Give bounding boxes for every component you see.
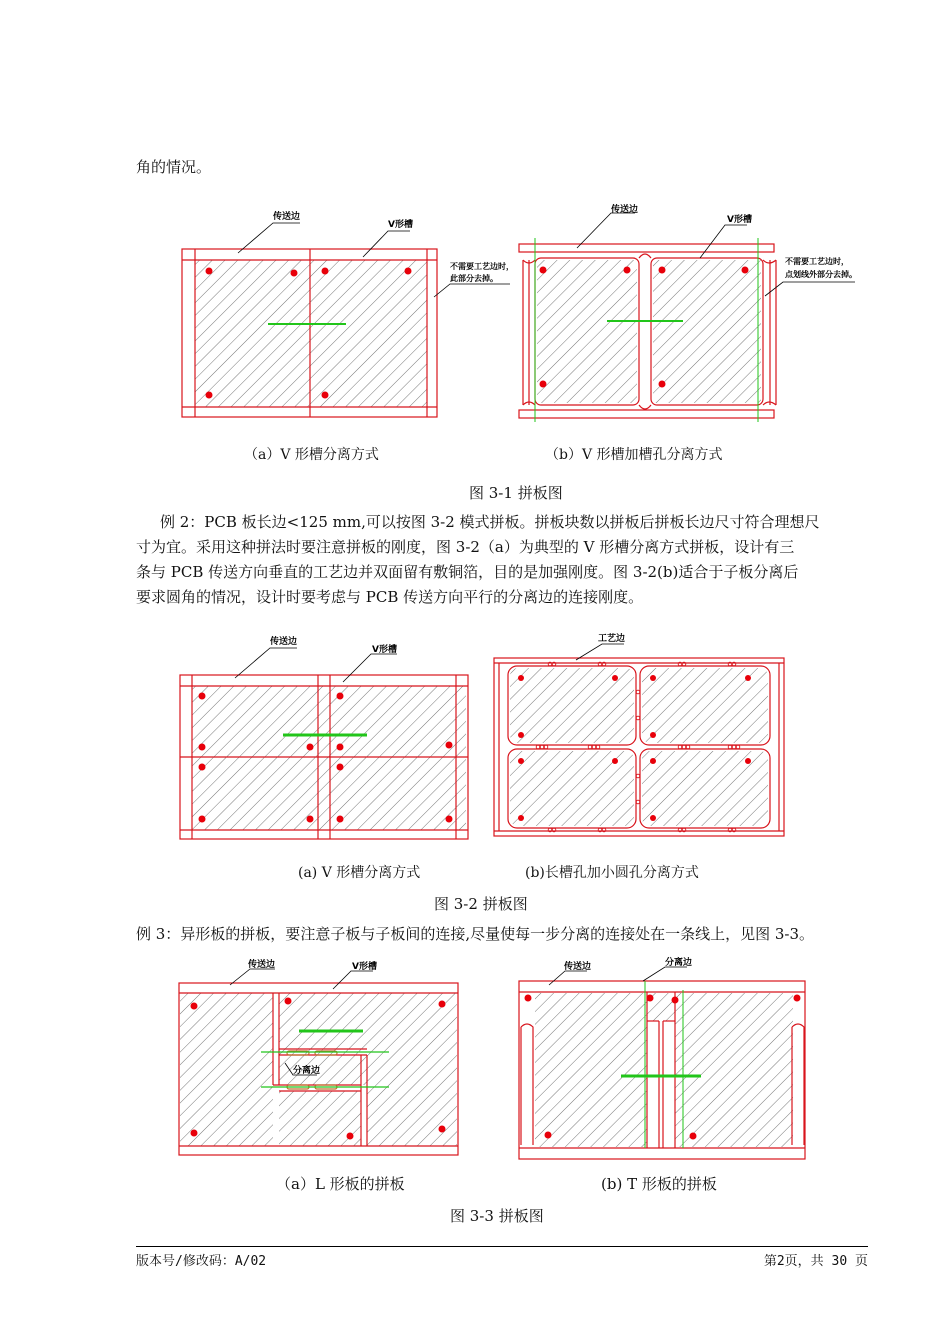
figure-3-2b (490, 630, 790, 845)
label-v-groove: V形槽 (388, 220, 413, 230)
example-2-paragraph: 例 2：PCB 板长边<125 mm,可以按图 3-2 模式拼板。拼板块数以拼板后拼板长边尺寸符合理想尺 寸为宜。采用这种拼法时要注意拼板的刚度，图 3-2（a）为典型的 V 形槽分离方式拼板，设计有三 条与 PCB 传送方向垂直的工艺边并双面留有敷铜箔，目的是加强刚度。图 3-2(b)适合于子板分离后 要求圆角的情况，设计时要考虑与 PCB 传送方向平行的分离边的连接刚度。 (136, 513, 820, 606)
caption-3-3a: （a）L 形板的拼板 (276, 1175, 405, 1193)
figure-title-3-1: 图 3-1 拼板图 (469, 484, 563, 502)
caption-3-2a: (a) V 形槽分离方式 (298, 865, 421, 881)
page-footer (136, 1246, 868, 1269)
label-separation-edge: 分离边 (293, 1066, 321, 1076)
label-v-groove: V形槽 (352, 962, 377, 972)
figure-3-1a (178, 205, 518, 430)
board-hatch (195, 260, 427, 407)
label-transfer-edge: 传送边 (270, 637, 298, 647)
figure-3-2a (175, 630, 475, 845)
label-process-edge: 工艺边 (598, 634, 626, 644)
figure-title-3-3: 图 3-3 拼板图 (450, 1207, 544, 1225)
note-line1: 不需要工艺边时， (785, 257, 849, 266)
label-transfer-edge: 传送边 (248, 960, 276, 970)
label-v-groove: V形槽 (727, 215, 752, 225)
label-v-groove: V形槽 (372, 645, 397, 655)
note-line1: 不需要工艺边时， (450, 262, 514, 271)
figure-title-3-2: 图 3-2 拼板图 (434, 895, 528, 913)
note-line2: 点划线外部分去掉。 (785, 270, 857, 279)
label-transfer-edge: 传送边 (273, 212, 301, 222)
example-3-paragraph: 例 3：异形板的拼板，要注意子板与子板间的连接,尽量使每一步分离的连接处在一条线上，见图 3-3。 (136, 925, 815, 943)
footer-page-number: 第2页，共 30 页 (763, 1254, 868, 1269)
caption-3-1b: （b）V 形槽加槽孔分离方式 (545, 447, 723, 463)
label-transfer-edge: 传送边 (564, 962, 592, 972)
label-separation-edge: 分离边 (665, 958, 693, 968)
figure-3-3b (515, 955, 810, 1165)
figure-3-3a (175, 955, 465, 1165)
label-transfer-edge: 传送边 (611, 205, 639, 215)
caption-3-1a: （a）V 形槽分离方式 (244, 447, 379, 463)
note-line2: 此部分去掉。 (450, 274, 498, 283)
footer-version: 版本号/修改码：A/02 (136, 1254, 267, 1269)
figure-3-1b (515, 200, 860, 430)
caption-3-2b: (b)长槽孔加小圆孔分离方式 (525, 865, 699, 881)
caption-3-3b: (b) T 形板的拼板 (601, 1175, 717, 1193)
intro-tail: 角的情况。 (136, 158, 212, 176)
